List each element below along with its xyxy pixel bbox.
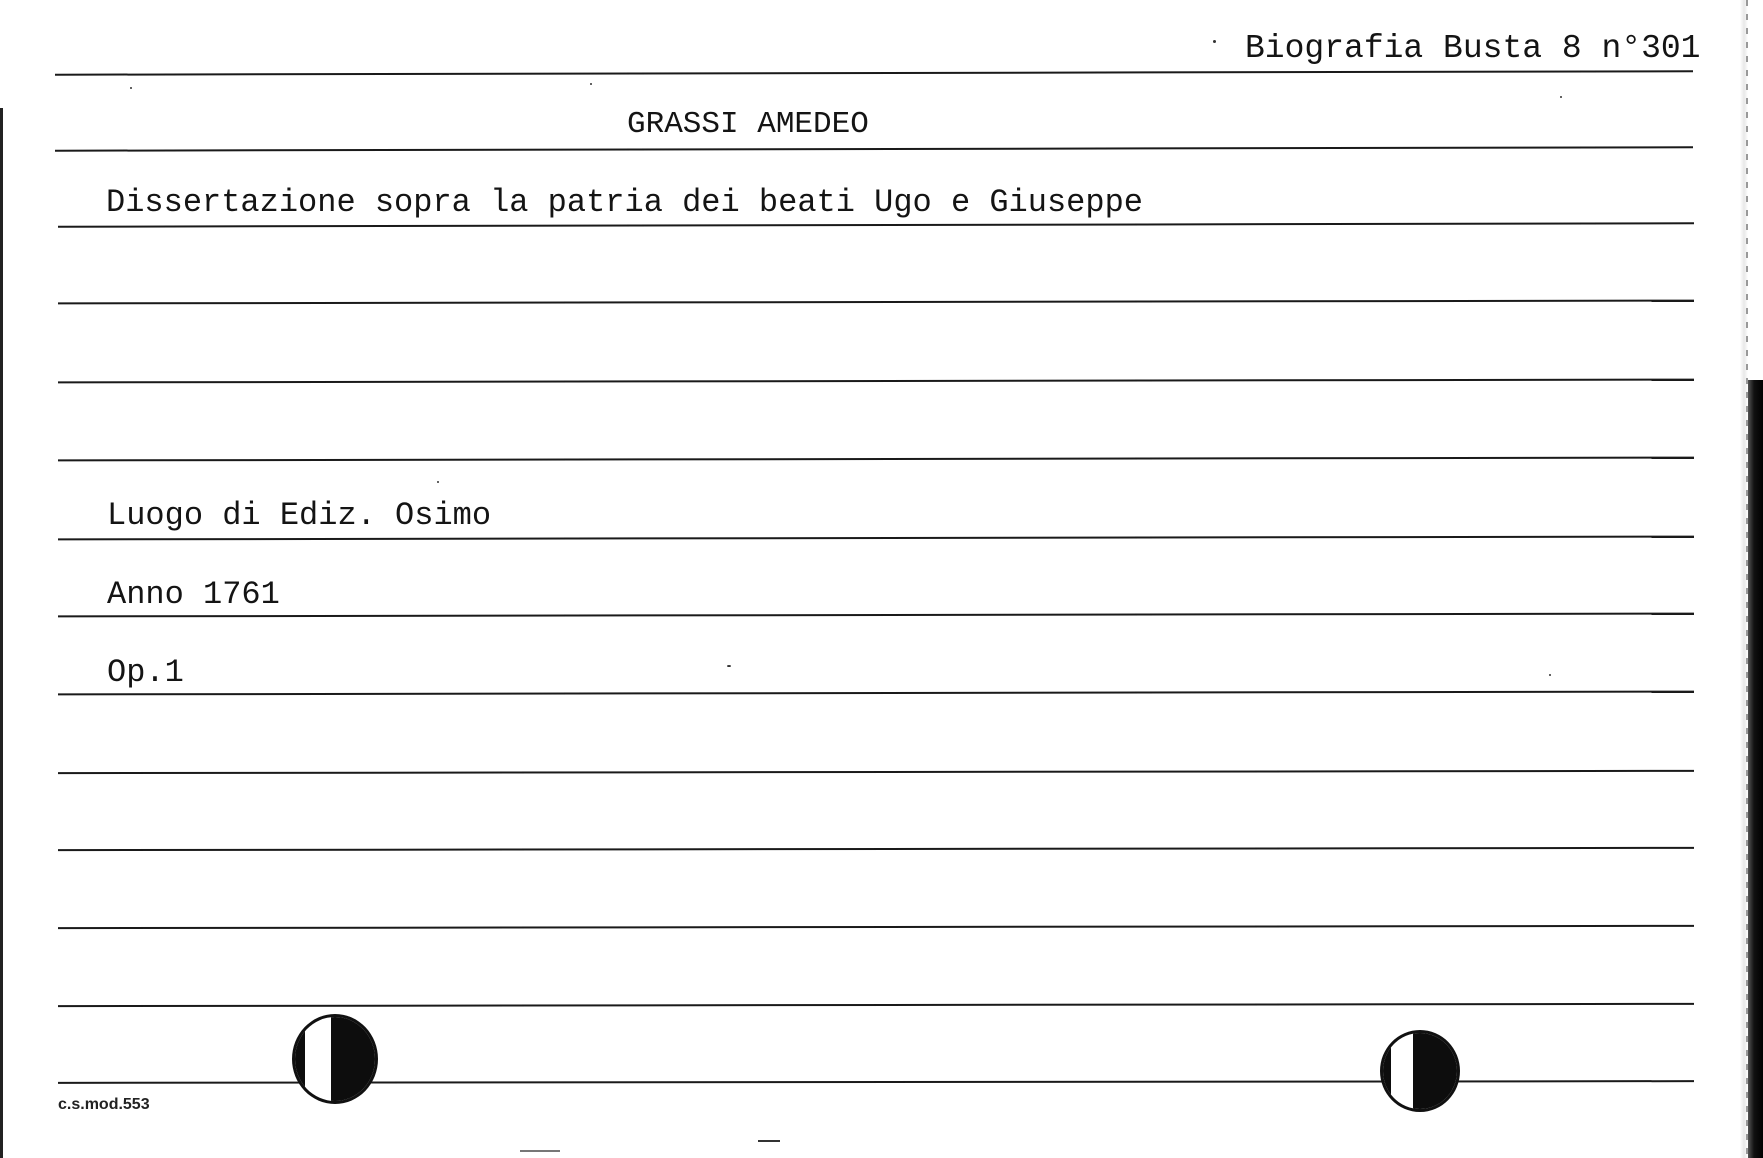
scan-speck [758,1140,780,1142]
scan-speck [1549,674,1551,676]
ruled-line [58,300,1694,305]
op-number: Op.1 [107,654,184,691]
scan-speck [590,83,592,85]
scan-edge-shadow [1748,380,1763,1158]
card-header-reference: Biografia Busta 8 n°301 [1245,30,1701,67]
ruled-line [58,536,1694,541]
punch-hole-left [292,1014,378,1104]
author-name: GRASSI AMEDEO [627,107,869,142]
scan-left-edge [0,108,3,1158]
scan-speck [437,481,439,483]
scan-right-edge [1710,0,1763,1158]
ruled-line [55,146,1693,151]
scan-speck [727,665,731,667]
ruled-line [58,925,1694,929]
scan-speck [520,1150,560,1152]
ruled-line [58,1003,1694,1007]
scan-speck [130,87,132,89]
ruled-line [58,847,1694,851]
punch-hole-right [1380,1030,1460,1112]
form-code-label: c.s.mod.553 [58,1096,150,1113]
scan-speck [1560,96,1562,98]
ruled-line [58,457,1694,462]
year-of-edition: Anno 1761 [107,576,280,613]
ruled-line [58,379,1694,384]
ruled-line [58,222,1694,227]
ruled-line [58,770,1694,774]
scan-speck [1213,40,1216,43]
work-title: Dissertazione sopra la patria dei beati Ugo e Giuseppe [106,184,1143,221]
place-of-edition: Luogo di Ediz. Osimo [107,497,492,534]
ruled-line [58,613,1694,618]
ruled-line [55,70,1693,75]
ruled-line [58,691,1694,696]
